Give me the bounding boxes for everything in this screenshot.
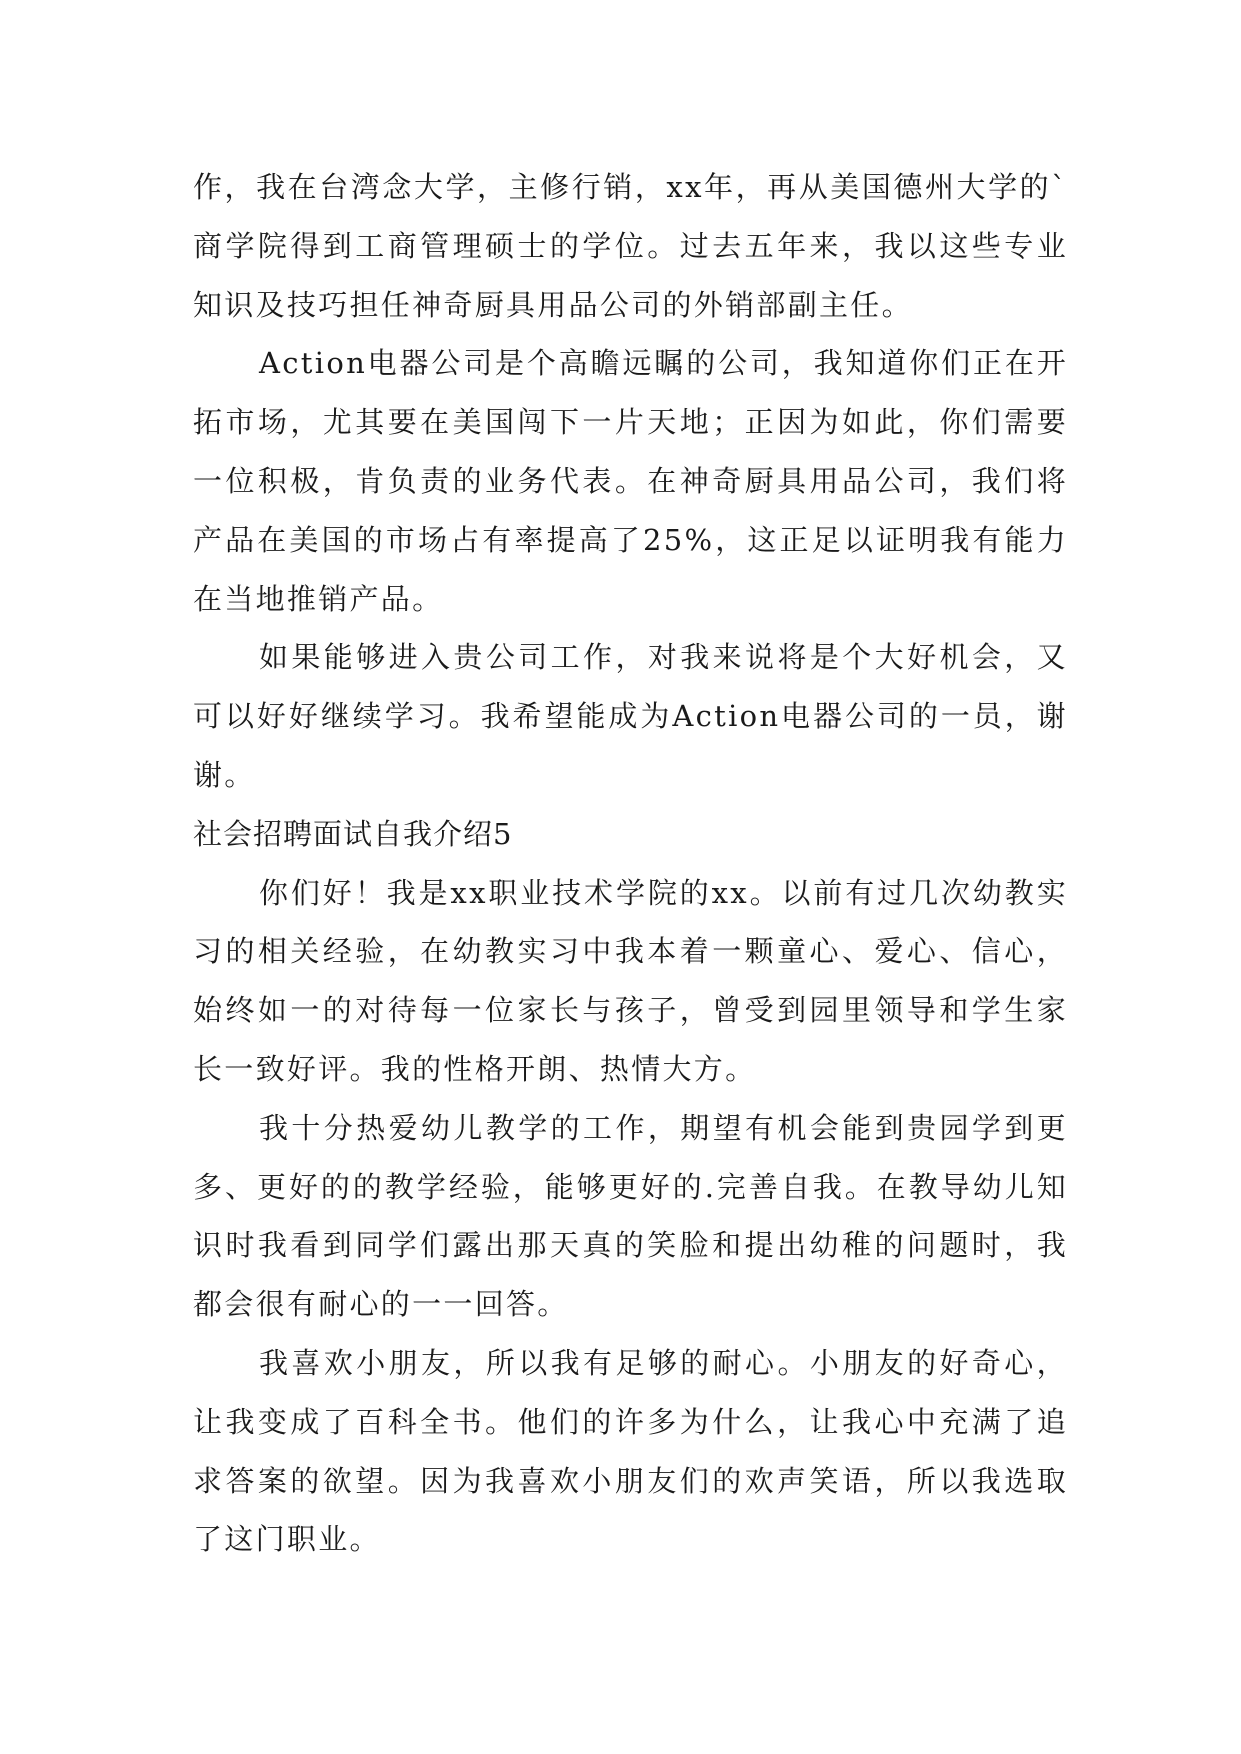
paragraph-action-company: Action电器公司是个高瞻远瞩的公司，我知道你们正在开拓市场，尤其要在美国闯下一片天地；正因为如此，你们需要一位积极，肯负责的业务代表。在神奇厨具用品公司，我们将产品在美国的市场占有率提高了25%，这正足以证明我有能力在当地推销产品。 <box>193 346 1068 616</box>
document-body <box>193 158 1068 1569</box>
paragraph-greeting: 你们好！我是xx职业技术学院的xx。以前有过几次幼教实习的相关经验，在幼教实习中我本着一颗童心、爱心、信心，始终如一的对待每一位家长与孩子，曾受到园里领导和学生家长一致好评。我的性格开朗、热情大方。 <box>193 875 1068 1086</box>
section-heading: 社会招聘面试自我介绍5 <box>193 816 513 851</box>
paragraph-education: 作，我在台湾念大学，主修行销，xx年，再从美国德州大学的`商学院得到工商管理硕士的学位。过去五年来，我以这些专业知识及技巧担任神奇厨具用品公司的外销部副主任。 <box>193 170 1068 322</box>
paragraph-teaching-passion: 我十分热爱幼儿教学的工作，期望有机会能到贵园学到更多、更好的的教学经验，能够更好的.完善自我。在教导幼儿知识时我看到同学们露出那天真的笑脸和提出幼稚的问题时，我都会很有耐心的一一回答。 <box>193 1110 1068 1322</box>
paragraph-children: 我喜欢小朋友，所以我有足够的耐心。小朋友的好奇心，让我变成了百科全书。他们的许多为什么，让我心中充满了追求答案的欲望。因为我喜欢小朋友们的欢声笑语，所以我选取了这门职业。 <box>193 1345 1068 1557</box>
paragraph-closing: 如果能够进入贵公司工作，对我来说将是个大好机会，又可以好好继续学习。我希望能成为Action电器公司的一员，谢谢。 <box>193 640 1068 792</box>
